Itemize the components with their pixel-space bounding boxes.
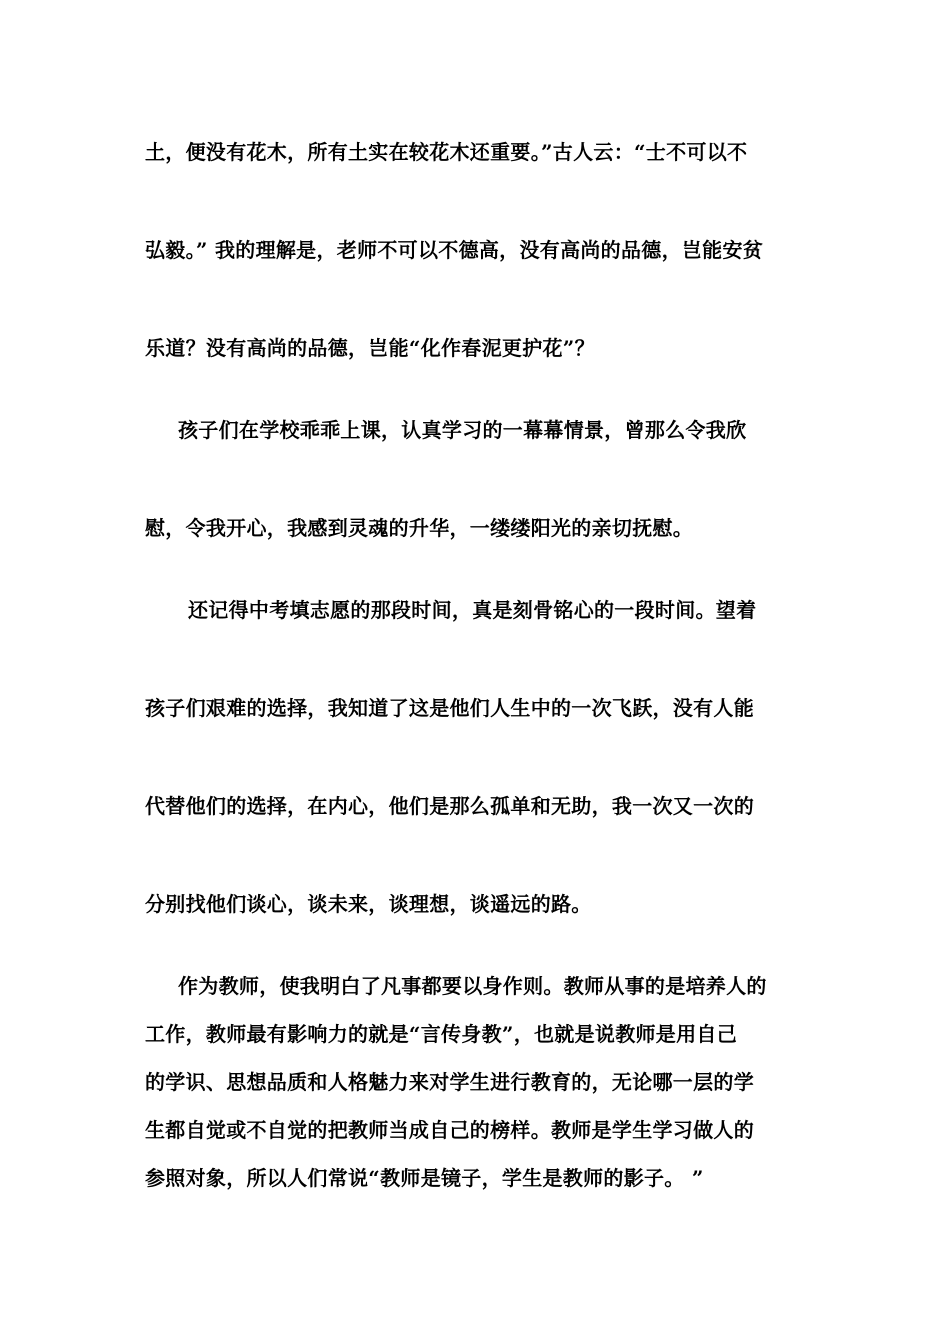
- paragraph-start-line: 作为教师，使我明白了凡事都要以身作则。教师从事的是培养人的: [178, 974, 767, 998]
- text-line: 参照对象，所以人们常说“教师是镜子，学生是教师的影子。 ”: [145, 1166, 704, 1190]
- text-line: 土，便没有花木，所有土实在较花木还重要。”古人云：“士不可以不: [145, 140, 748, 164]
- paragraph-start-line: 还记得中考填志愿的那段时间，真是刻骨铭心的一段时间。望着: [188, 598, 757, 622]
- text-line: 代替他们的选择，在内心，他们是那么孤单和无助，我一次又一次的: [145, 794, 754, 818]
- text-line: 分别找他们谈心，谈未来，谈理想，谈遥远的路。: [145, 892, 592, 916]
- text-line: 的学识、思想品质和人格魅力来对学生进行教育的，无论哪一层的学: [145, 1070, 754, 1094]
- text-line: 弘毅。” 我的理解是，老师不可以不德高，没有高尚的品德，岂能安贫: [145, 238, 764, 262]
- text-line: 慰，令我开心，我感到灵魂的升华，一缕缕阳光的亲切抚慰。: [145, 516, 694, 540]
- text-line: 工作，教师最有影响力的就是“言传身教”，也就是说教师是用自己: [145, 1022, 738, 1046]
- paragraph-start-line: 孩子们在学校乖乖上课，认真学习的一幕幕情景，曾那么令我欣: [178, 418, 747, 442]
- text-line: 乐道？没有高尚的品德，岂能“化作春泥更护花”？: [145, 336, 595, 360]
- text-line: 孩子们艰难的选择，我知道了这是他们人生中的一次飞跃，没有人能: [145, 696, 754, 720]
- text-line: 生都自觉或不自觉的把教师当成自己的榜样。教师是学生学习做人的: [145, 1118, 754, 1142]
